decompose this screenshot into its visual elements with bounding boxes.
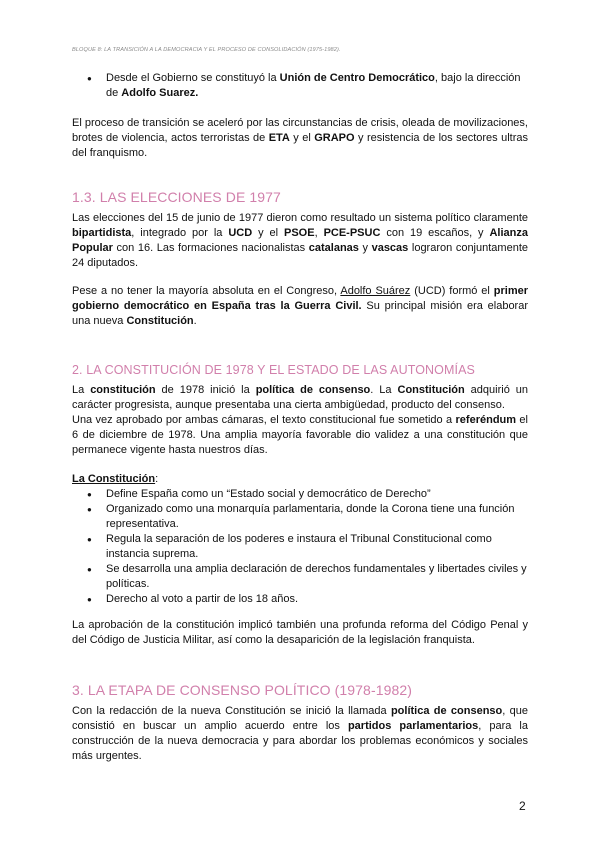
list-item: ● Se desarrolla una amplia declaración de derechos fundamentales y libertades civiles y políticas.: [72, 562, 528, 592]
list-item: ● Define España como un “Estado social y democrático de Derecho”: [72, 487, 528, 502]
section-heading-constitucion: 2. LA CONSTITUCIÓN DE 1978 Y EL ESTADO DE LAS AUTONOMÍAS: [72, 363, 475, 377]
list-item: ● Derecho al voto a partir de los 18 años.: [72, 592, 528, 607]
constitucion-paragraph-1: La constitución de 1978 inició la política de consenso. La Constitución adquirió un carácter progresista, aunque presentaba una cierta ambigüedad, producto del consenso.: [72, 384, 528, 411]
section-heading-consenso: 3. LA ETAPA DE CONSENSO POLÍTICO (1978-1982): [72, 682, 413, 698]
adolfo-suarez-link[interactable]: Adolfo Suárez: [340, 285, 411, 297]
constitucion-list-title: La Constitución:: [72, 473, 159, 485]
list-item: ● Regula la separación de los poderes e instaura el Tribunal Constitucional como instancia suprema.: [72, 532, 528, 562]
constitucion-paragraph-2: Una vez aprobado por ambas cámaras, el texto constitucional fue sometido a referéndum el 6 de diciembre de 1978. Una amplia mayoría favorable dio validez a una constitución que permanece vigente hasta nuestros días.: [72, 414, 528, 456]
list-item: ● Desde el Gobierno se constituyó la Unión de Centro Democrático, bajo la dirección de Adolfo Suarez.: [72, 71, 528, 101]
constitucion-bullet-list: [72, 487, 528, 607]
running-header: BLOQUE 8: LA TRANSICIÓN A LA DEMOCRACIA Y EL PROCESO DE CONSOLIDACIÓN (1975-1982).: [72, 47, 341, 53]
consenso-paragraph: Con la redacción de la nueva Constitución se inició la llamada política de consenso, que consistió en buscar un amplio acuerdo entre los partidos parlamentarios, para la construcción de la nueva democracia y para abordar los problemas económicos y sociales más urgentes.: [72, 705, 529, 762]
elecciones-paragraph-1: Las elecciones del 15 de junio de 1977 dieron como resultado un sistema político claramente bipartidista, integrado por la UCD y el PSOE, PCE-PSUC con 19 escaños, y Alianza Popular con 16. Las formaciones nacionalistas catalanas y vascas lograron conjuntamente 24 diputados.: [72, 212, 528, 269]
page-number: 2: [519, 799, 526, 813]
constitucion-paragraph-3: La aprobación de la constitución implicó también una profunda reforma del Código Penal y del Código de Justicia Militar, así como la desaparición de la legislación franquista.: [72, 619, 528, 646]
elecciones-paragraph-2: Pese a no tener la mayoría absoluta en el Congreso, Adolfo Suárez (UCD) formó el primer gobierno democrático en España tras la Guerra Civil. Su principal misión era elaborar una nueva Constitución.: [72, 285, 529, 327]
intro-bullet-list: [72, 71, 528, 101]
section-heading-elecciones: 1.3. LAS ELECCIONES DE 1977: [72, 189, 281, 205]
list-item: ● Organizado como una monarquía parlamentaria, donde la Corona tiene una función representativa.: [72, 502, 528, 532]
intro-paragraph: El proceso de transición se aceleró por las circunstancias de crisis, oleada de movilizaciones, brotes de violencia, actos terroristas de ETA y el GRAPO y resistencia de los sectores ultras del franquismo.: [72, 117, 529, 159]
